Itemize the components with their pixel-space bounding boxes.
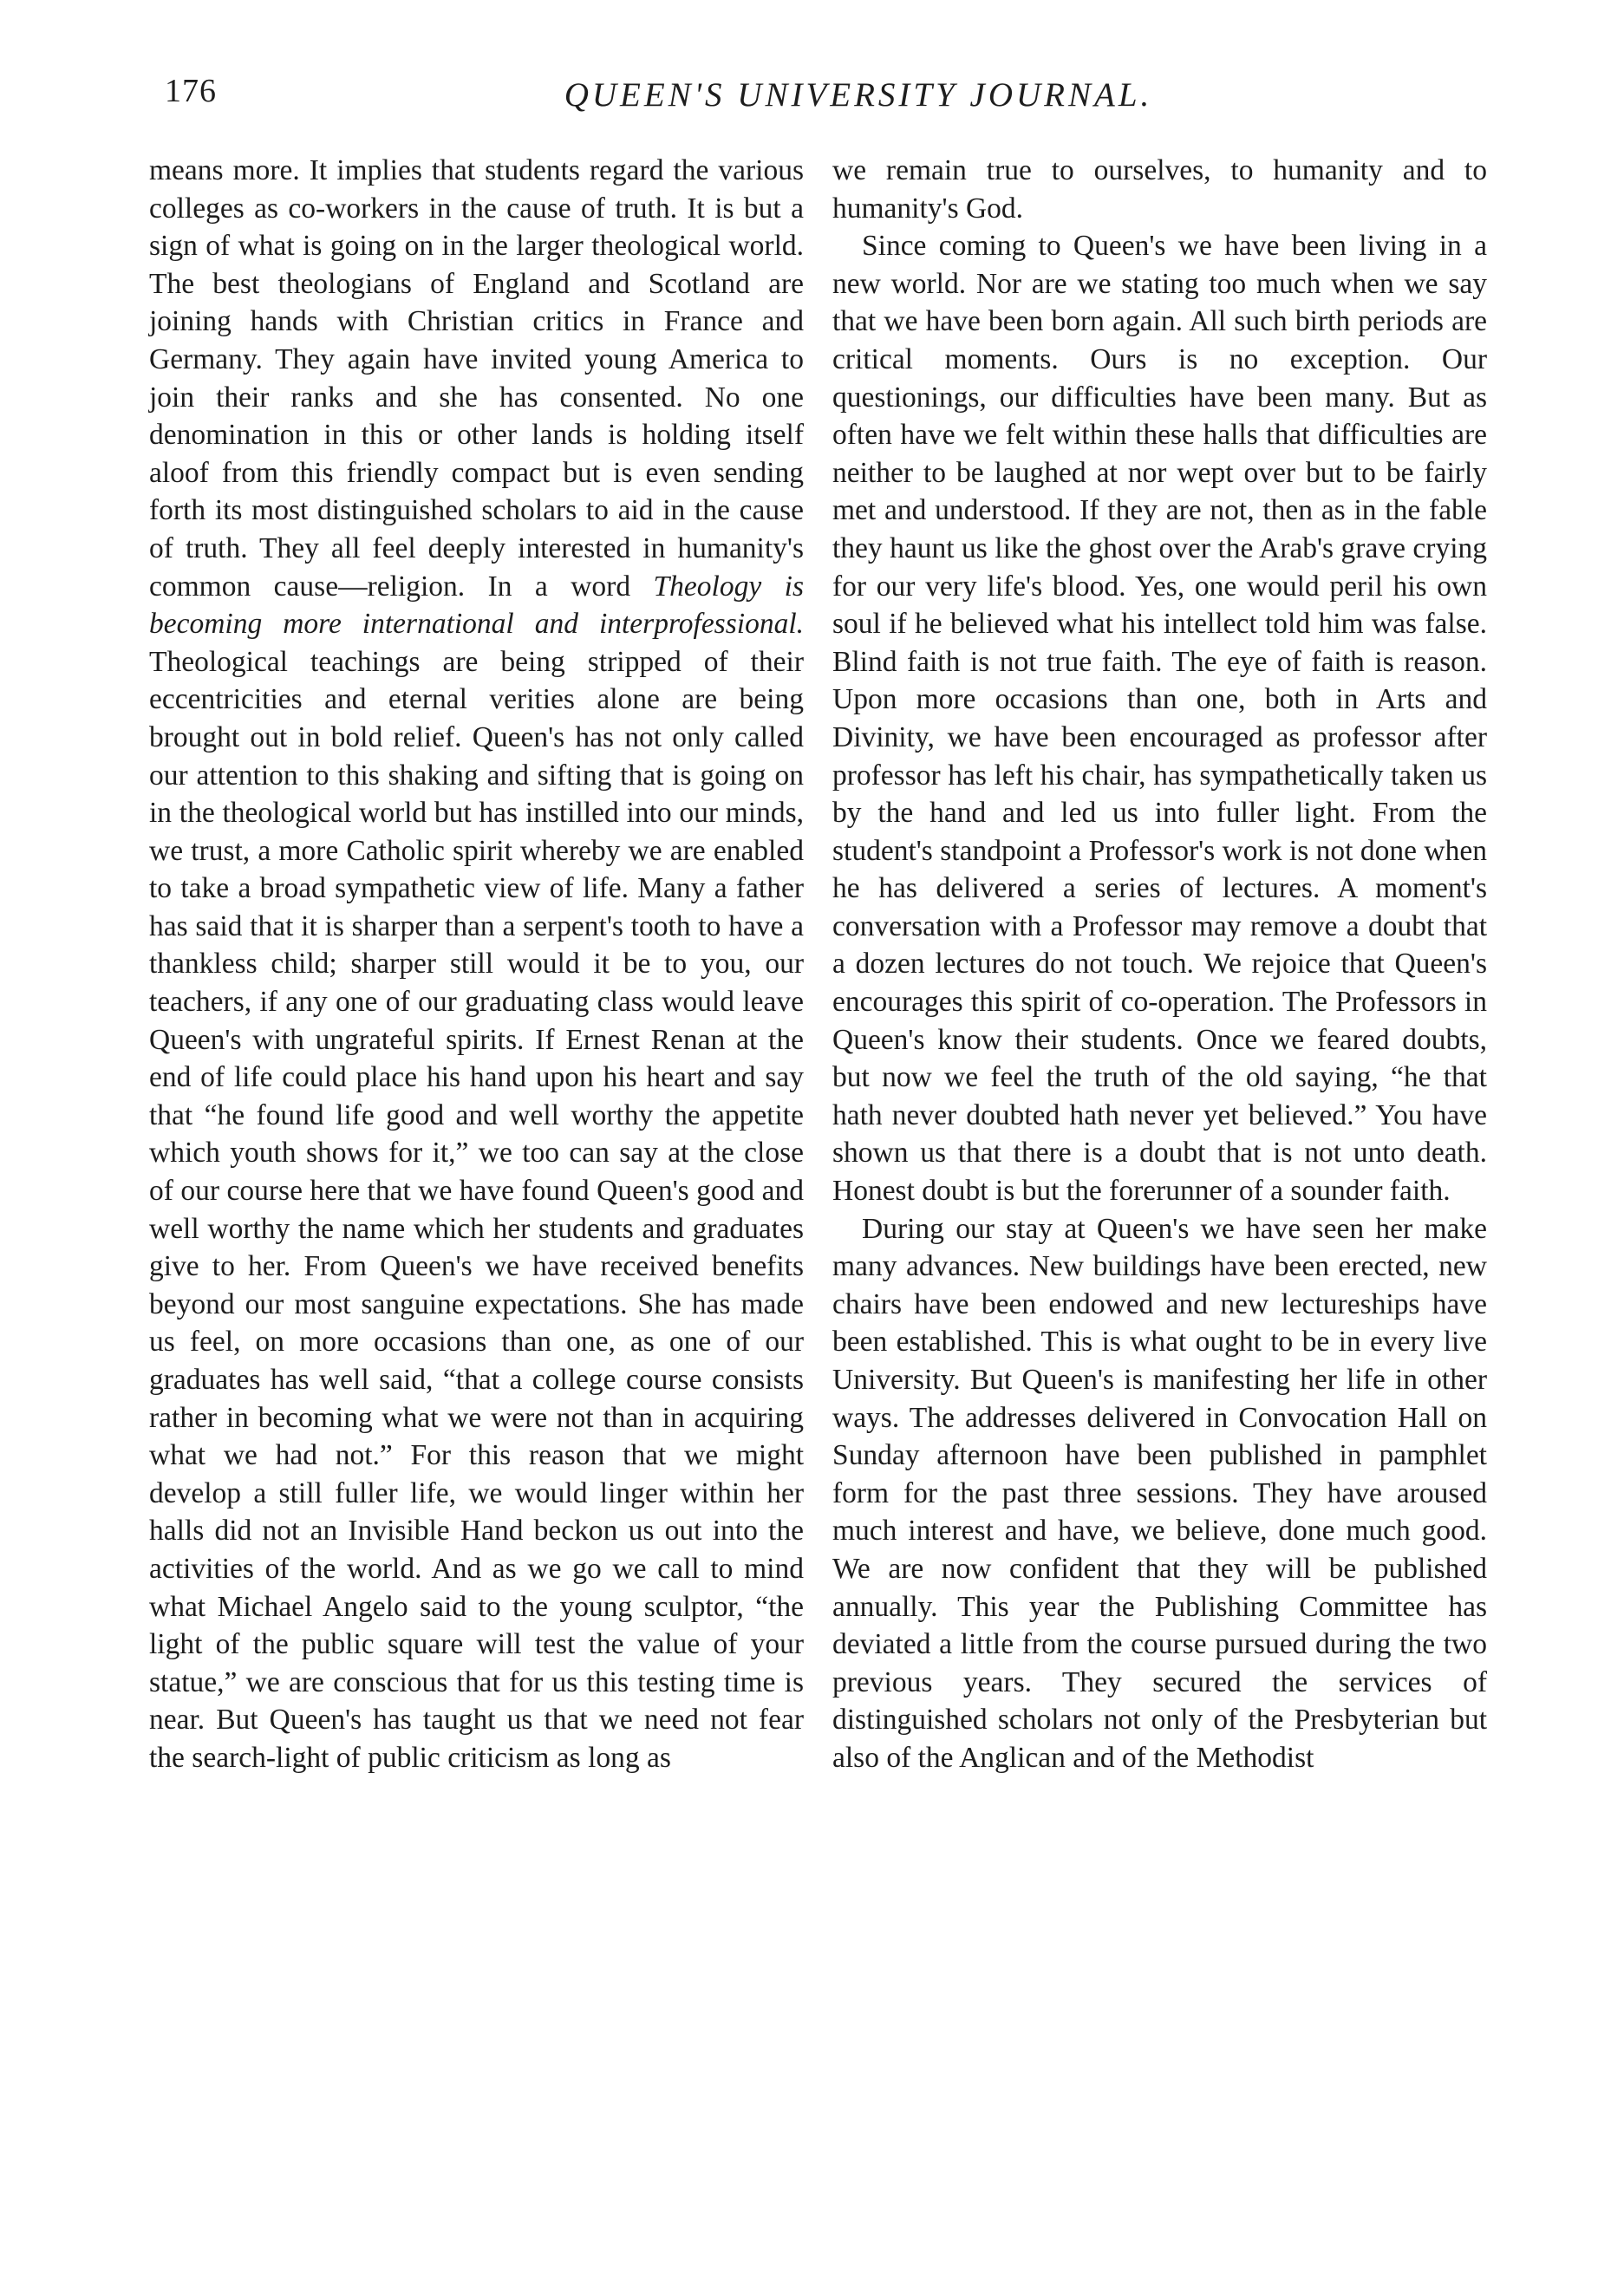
left-column — [149, 152, 804, 1777]
running-title: QUEEN'S UNIVERSITY JOURNAL. — [564, 76, 1153, 114]
right-column — [832, 152, 1487, 1777]
right-paragraph-2: Since coming to Queen's we have been living in a new world. Nor are we stating too much when we say that we have been born again. All such birth periods are critical moments. Ours is no exception. Our questionings, our difficulties have been many. But as often have we felt within these halls that difficulties are neither to be laughed at nor wept over but to be fairly met and understood. If they are not, then as in the fable they haunt us like the ghost over the Arab's grave crying for our very life's blood. Yes, one would peril his own soul if he believed what his intellect told him was false. Blind faith is not true faith. The eye of faith is reason. Upon more occasions than one, both in Arts and Divinity, we have been encouraged as professor after professor has left his chair, has sympathetically taken us by the hand and led us into fuller light. From the student's standpoint a Professor's work is not done when he has delivered a series of lectures. A moment's conversation with a Professor may remove a doubt that a dozen lectures do not touch. We rejoice that Queen's encourages this spirit of co-operation. The Professors in Queen's know their students. Once we feared doubts, but now we feel the truth of the old saying, “he that hath never doubted hath never yet believed.” You have shown us that there is a doubt that is not unto death. Honest doubt is but the forerunner of a sounder faith. — [832, 230, 1487, 1208]
left-paragraph-1-text-b: Theological teachings are being stripped of their eccentricities and eternal verities alone are being brought out in bold relief. Queen's has not only called our attention to this shaking and sifting that is going on in the theological world but has instilled into our minds, we trust, a more Catholic spirit whereby we are enabled to take a broad sympathetic view of life. Many a father has said that it is sharper than a serpent's tooth to have a thankless child; sharper still would it be to you, our teachers, if any one of our graduating class would leave Queen's with ungrateful spirits. If Ernest Renan at the end of life could place his hand upon his heart and say that “he found life good and well worthy the appetite which youth shows for it,” we too can say at the close of our course here that we have found Queen's good and well worthy the name which her students and graduates give to her. From Queen's we have received benefits beyond our most sanguine expectations. She has made us feel, on more occasions than one, as one of our graduates has well said, “that a college course consists rather in becoming what we were not than in acquiring what we had not.” For this reason that we might develop a still fuller life, we would linger within her halls did not an Invisible Hand beckon us out into the activities of the world. And as we go we call to mind what Michael Angelo said to the young sculptor, “the light of the public square will test the value of your statue,” we are conscious that for us this testing time is near. But Queen's has taught us that we need not fear the search-light of public criticism as long as — [149, 645, 804, 1774]
right-paragraph-1: we remain true to ourselves, to humanity and to humanity's God. — [832, 154, 1487, 225]
right-paragraph-3: During our stay at Queen's we have seen her make many advances. New buildings have been erected, new chairs have been endowed and new lectureships have been established. This is what ought to be in every live University. But Queen's is manifesting her life in other ways. The addresses delivered in Convocation Hall on Sunday afternoon have been published in pamphlet form for the past three sessions. They have aroused much interest and have, we believe, done much good. We are now confident that they will be published annually. This year the Publishing Committee has deviated a little from the course pursued during the two previous years. They secured the services of distinguished scholars not only of the Presbyterian but also of the Anglican and of the Methodist — [832, 1212, 1487, 1774]
left-paragraph-1-text-a: means more. It implies that students regard the various colleges as co-workers in the cause of truth. It is but a sign of what is going on in the larger theological world. The best theologians of England and Scotland are joining hands with Christian critics in France and Germany. They again have invited young America to join their ranks and she has consented. No one denomination in this or other lands is holding itself aloof from this friendly compact but is even sending forth its most distinguished scholars to aid in the cause of truth. They all feel deeply interested in humanity's common cause—religion. In a word — [149, 154, 804, 603]
page-number: 176 — [165, 73, 217, 109]
left-paragraph-1 — [149, 152, 804, 1777]
left-paragraph-1-italic: Theology is becoming more international and interprofessional. — [149, 570, 804, 641]
